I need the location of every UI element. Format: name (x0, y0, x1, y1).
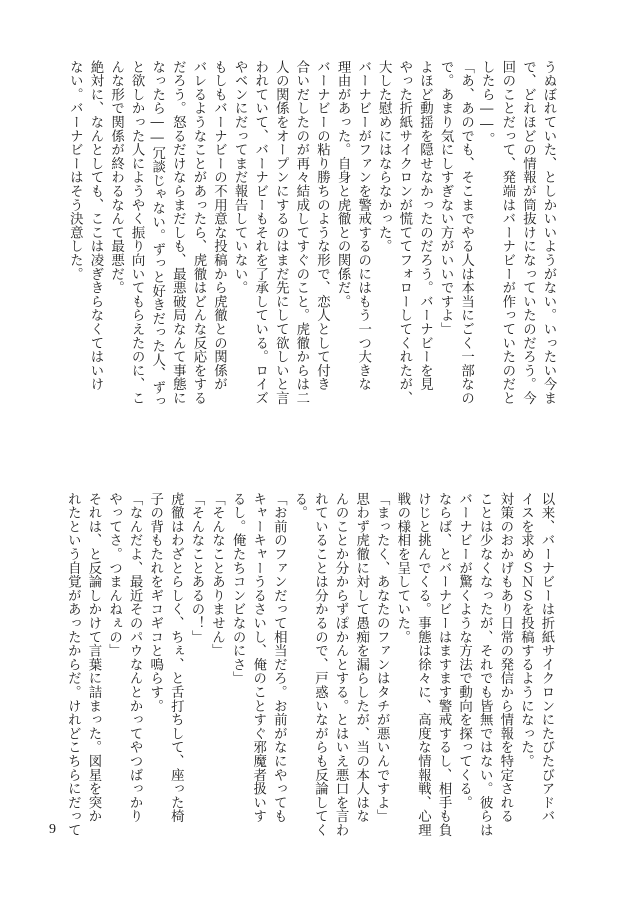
text-line: れていることは分かるので、戸惑いながらも反論してく (312, 492, 328, 837)
text-line: 「あ、あのでも、そこまでやる人は本当にごく一部なの (458, 60, 474, 405)
text-line: 子の背もたれをギコギコと鳴らす。 (147, 492, 163, 713)
text-line: ならば、とバーナビーはますます警戒するし、相手も負 (436, 492, 452, 837)
text-line: 理由があった。自身と虎徹との関係だ。 (335, 60, 351, 309)
page-number: 9 (49, 822, 56, 837)
text-line: したら――。 (479, 60, 495, 146)
text-line: ない。バーナビーはそう決意した。 (67, 60, 83, 281)
text-line: 対策のおかげもあり日常の発信から情報を特定される (497, 492, 513, 824)
text-line: る。 (291, 492, 307, 520)
text-line: もしもバーナビーの不用意な投稿から虎徹との関係が (211, 60, 227, 392)
text-line: 「まったく、あなたのファンはタチが悪いんですよ」 (374, 492, 390, 824)
text-line: ことは少なくなったが、それでも皆無ではない。彼らは (477, 492, 493, 837)
text-line: と欲しかった人にようやく振り向いてもらえたのに、こ (129, 60, 145, 405)
text-line: バーナビーが驚くような方法で動向を探ってくる。 (456, 492, 472, 810)
upper-text-block (64, 60, 558, 440)
text-line: やった折紙サイクロンが慌ててフォローしてくれたが、 (396, 60, 412, 405)
text-line: 大した慰めにはならなかった。 (376, 60, 392, 254)
text-line: 「そんなことあるの！」 (188, 492, 204, 644)
text-line: だろう。怒るだけならまだしも、最悪破局なんて事態に (170, 60, 186, 405)
text-line: バーナビーの粘り勝ちのような形で、恋人として付き (314, 60, 330, 392)
text-line: 「なんだよ、最近そのパウなんとかってやつばっかり (127, 492, 143, 824)
text-line: 人の関係をオープンにするのはまだ先にして欲しいと言 (273, 60, 289, 405)
text-line: やってさ。つまんねぇの」 (106, 492, 122, 658)
text-line: 戦の様相を呈していた。 (394, 492, 410, 644)
text-line: よほど動揺を隠せなかったのだろう。バーナビーを見 (417, 60, 433, 392)
text-line: バレるようなことがあったら、虎徹はどんな反応をする (190, 60, 206, 405)
text-line: われていて、バーナビーもそれを了承している。ロイズ (252, 60, 268, 405)
text-line: で。あまり気にしすぎない方がいいですよ」 (438, 60, 454, 336)
text-line: それは、と反論しかけて言葉に詰まった。図星を突か (85, 492, 101, 824)
text-line: なったら――冗談じゃない。ずっと好きだった人、ずっ (149, 60, 165, 409)
lower-text-block (62, 492, 556, 872)
text-line: で、どれほどの情報が筒抜けになっていたのだろう。今 (520, 60, 536, 405)
text-line: けじと挑んでくる。事態は徐々に、高度な情報戦、心理 (415, 492, 431, 837)
text-line: 合いだしたのが再々結成してすぐのこと。虎徹からは二 (293, 60, 309, 405)
text-line: 回のことだって、発端はバーナビーが作っていたのだと (499, 60, 515, 405)
text-line: んな形で関係が終わるなんて最悪だ。 (108, 60, 124, 295)
text-line: 絶対に、なんとしても、ここは凌ぎきらなくてはいけ (87, 60, 103, 392)
text-line: イスを求めＳＮＳを投稿するようになった。 (518, 492, 534, 768)
text-line: バーナビーがファンを警戒するのにはもう一つ大きな (355, 60, 371, 392)
text-line: キャーキャーうるさいし、俺のことすぐ邪魔者扱いす (250, 492, 266, 824)
text-line: 虎徹はわざとらしく、ちぇ、と舌打ちして、座った椅 (168, 492, 184, 824)
text-line: うぬぼれていた、としかいいようがない。いったい今ま (541, 60, 556, 405)
text-line: るし。俺たちコンビなのにさ」 (230, 492, 246, 686)
text-line: 「お前のファンだって相当だろ。お前がなにやっても (271, 492, 287, 824)
text-line: 以来、バーナビーは折紙サイクロンにたびたびアドバ (539, 492, 554, 824)
text-line: 「そんなことありません」 (209, 492, 225, 658)
text-line: れたという自覚があったからだ。けれどこちらにだって (65, 492, 81, 837)
text-line: 思わず虎徹に対して愚痴を漏らしたが、当の本人はな (353, 492, 369, 824)
text-line: んのことか分からずぽかんとする。とはいえ悪口を言わ (333, 492, 349, 837)
text-line: やベンにだってまだ報告していない。 (232, 60, 248, 295)
